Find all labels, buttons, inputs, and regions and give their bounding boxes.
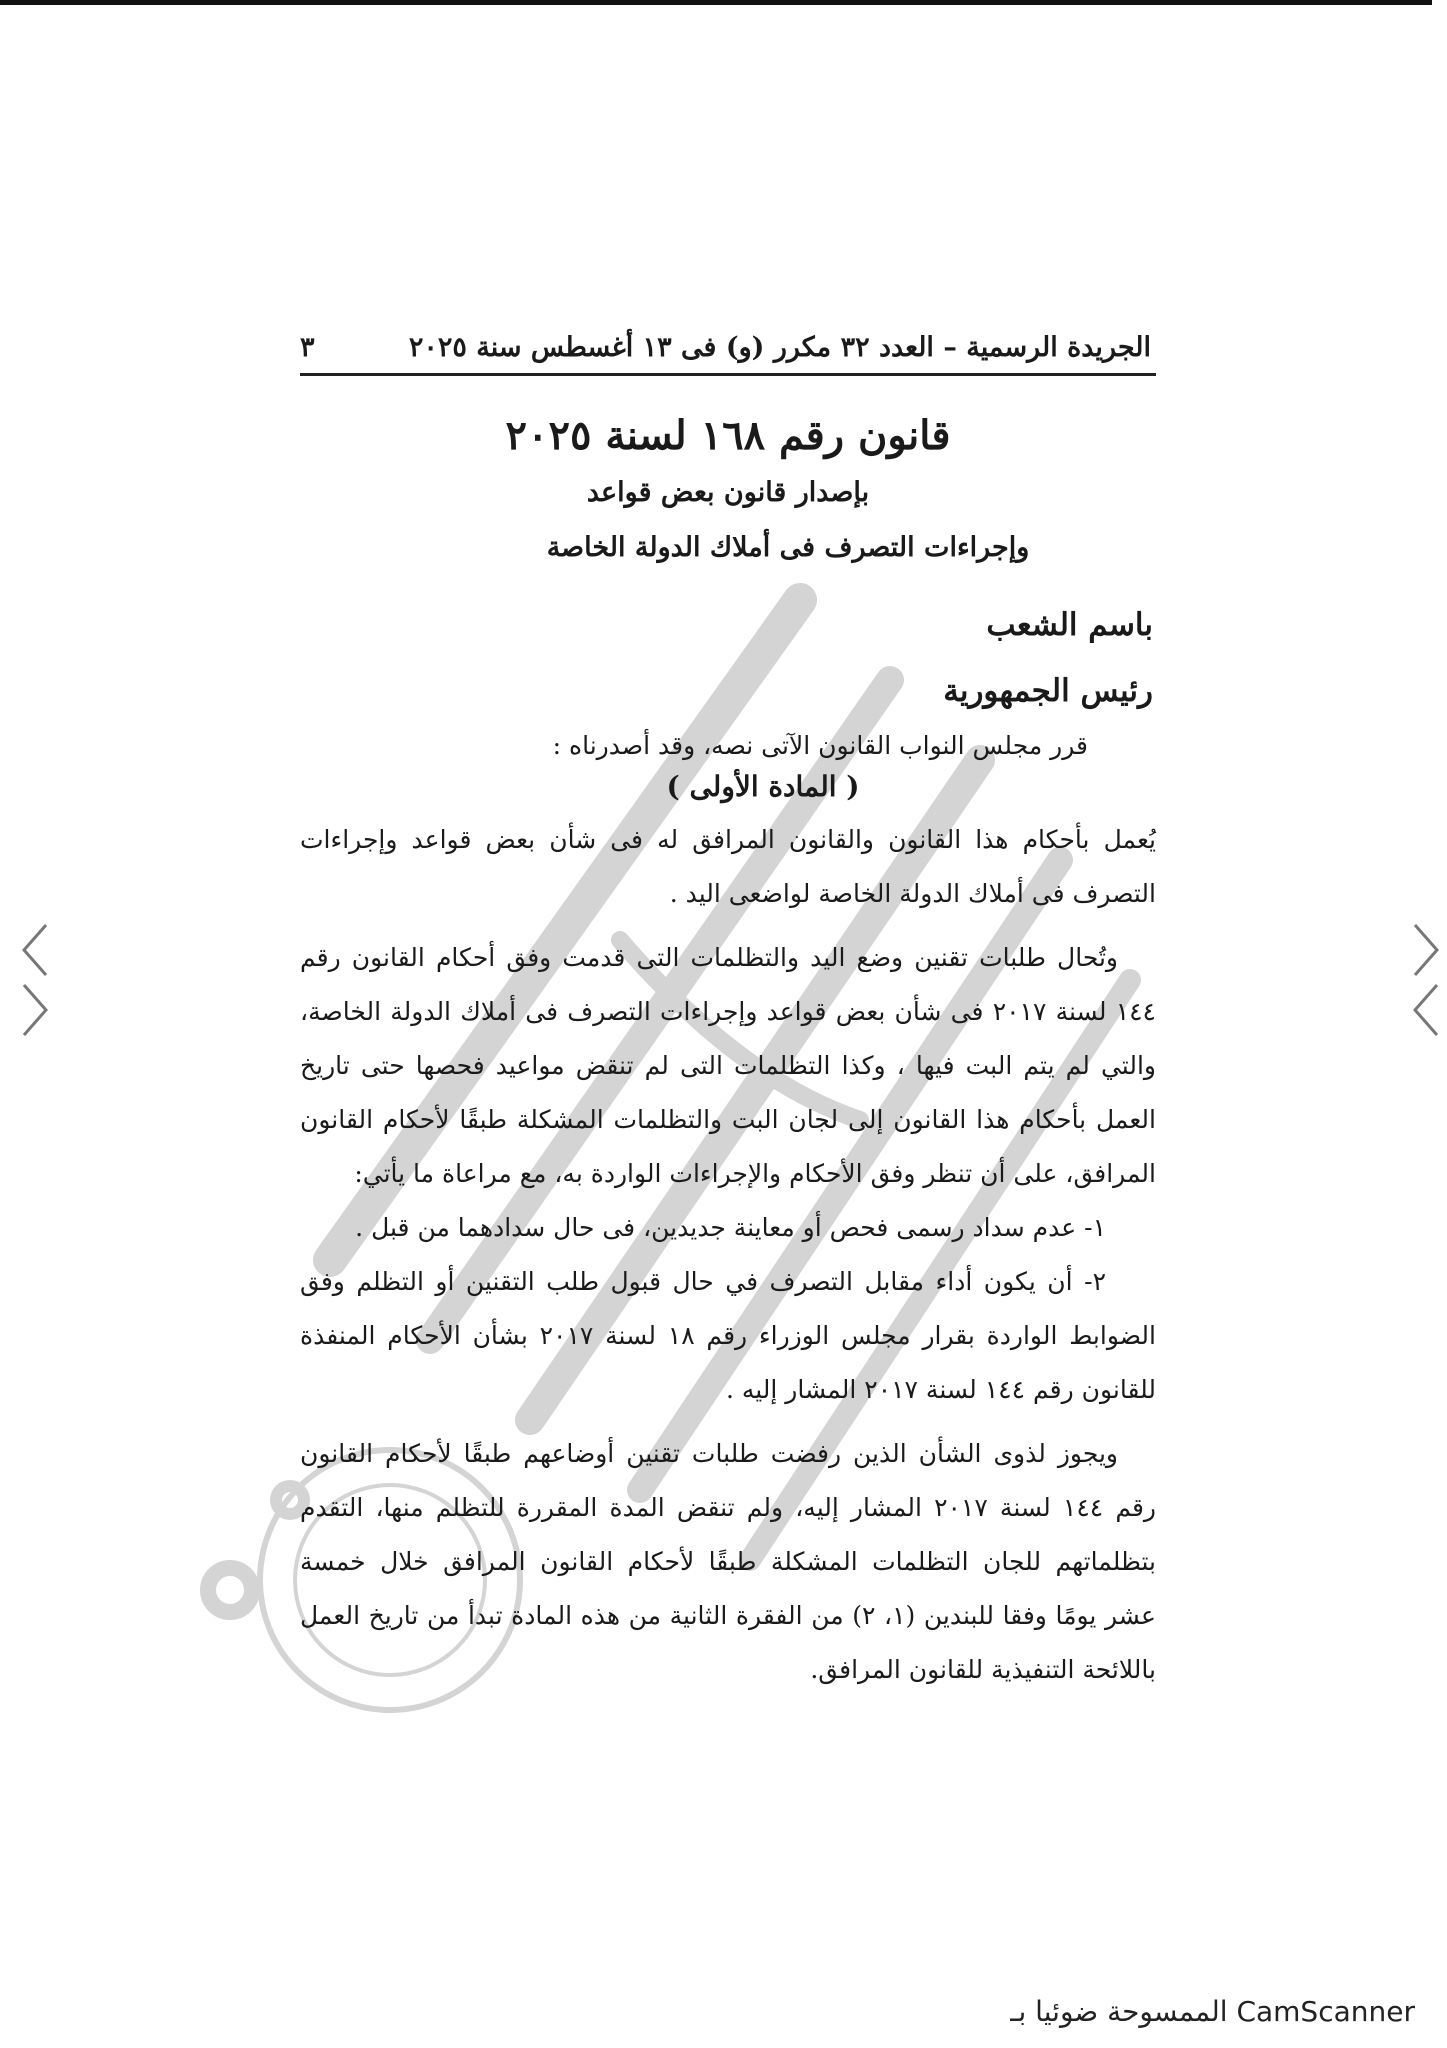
running-header bbox=[300, 320, 1156, 376]
president-heading: رئيس الجمهورية bbox=[943, 673, 1153, 709]
page-number: ٣ bbox=[300, 332, 315, 363]
law-subtitle-line2: وإجراءات التصرف فى أملاك الدولة الخاصة bbox=[546, 532, 1030, 563]
law-title: قانون رقم ١٦٨ لسنة ٢٠٢٥ bbox=[505, 412, 951, 459]
document-page bbox=[300, 320, 1156, 1697]
previous-page-arrow-icon[interactable] bbox=[16, 915, 56, 1045]
top-border-line bbox=[0, 0, 1432, 5]
gazette-title: الجريدة الرسمية – العدد ٣٢ مكرر (و) فى ١٣ أغسطس سنة ٢٠٢٥ bbox=[408, 332, 1151, 363]
article-item-2: ٢- أن يكون أداء مقابل التصرف في حال قبول طلب التقنين أو التظلم وفق الضوابط الواردة بقرار مجلس الوزراء رقم ١٨ لسنة ٢٠١٧ بشأن الأحكام المنفذة للقانون رقم ١٤٤ لسنة ٢٠١٧ المشار إليه . bbox=[300, 1267, 1156, 1404]
in-name-of-people: باسم الشعب bbox=[986, 607, 1153, 643]
enactment-intro: قرر مجلس النواب القانون الآتى نصه، وقد أصدرناه : bbox=[552, 731, 1088, 760]
article-heading: ( المادة الأولى ) bbox=[666, 770, 860, 803]
article-paragraph-2: وتُحال طلبات تقنين وضع اليد والتظلمات التى قدمت وفق أحكام القانون رقم ١٤٤ لسنة ٢٠١٧ فى شأن بعض قواعد وإجراءات التصرف فى أملاك الدولة الخاصة، والتي لم يتم البت فيها ، وكذا التظلمات التى لم تنقض مواعيد فحصها حتى تاريخ العمل بأحكام هذا القانون إلى لجان البت والتظلمات المشكلة طبقًا لأحكام القانون المرافق، على أن تنظر وفق الأحكام والإجراءات الواردة به، مع مراعاة ما يأتي: bbox=[300, 943, 1156, 1188]
next-page-arrow-icon[interactable] bbox=[1405, 915, 1445, 1045]
article-paragraph-1: يُعمل بأحكام هذا القانون والقانون المرافق له فى شأن بعض قواعد وإجراءات التصرف فى أملاك الدولة الخاصة لواضعى اليد . bbox=[300, 825, 1156, 908]
article-item-1: ١- عدم سداد رسمى فحص أو معاينة جديدين، فى حال سدادهما من قبل . bbox=[355, 1213, 1106, 1242]
law-subtitle-line1: بإصدار قانون بعض قواعد bbox=[586, 477, 870, 508]
article-paragraph-3: ويجوز لذوى الشأن الذين رفضت طلبات تقنين أوضاعهم طبقًا لأحكام القانون رقم ١٤٤ لسنة ٢٠١٧ المشار إليه، ولم تنقض المدة المقررة للتظلم منها، التقدم بتظلماتهم للجان التظلمات المشكلة طبقًا لأحكام القانون المرافق خلال خمسة عشر يومًا وفقا للبندين (١، ٢) من الفقرة الثانية من هذه المادة تبدأ من تاريخ العمل باللائحة التنفيذية للقانون المرافق. bbox=[300, 1439, 1157, 1684]
camscanner-watermark: الممسوحة ضوئيا بـ CamScanner bbox=[1010, 1995, 1415, 2028]
